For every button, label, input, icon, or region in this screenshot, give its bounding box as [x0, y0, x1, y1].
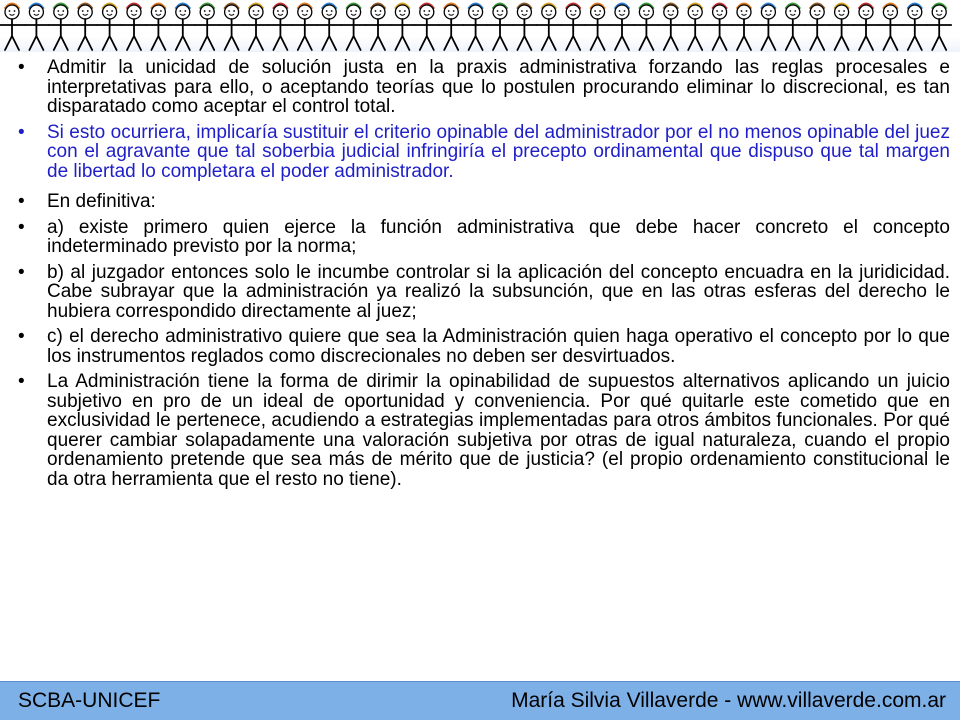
stick-figure — [512, 4, 536, 50]
stick-figure — [439, 4, 463, 50]
stick-figure — [98, 4, 122, 50]
stick-figure — [171, 4, 195, 50]
stick-figure — [683, 4, 707, 50]
stick-figure — [927, 4, 951, 50]
stick-figure — [293, 4, 317, 50]
bullet-3: • En definitiva: — [14, 192, 950, 212]
stick-figure — [0, 4, 24, 50]
stick-figure — [366, 4, 390, 50]
stick-figure — [390, 4, 414, 50]
footer-author-website: María Silvia Villaverde - www.villaverde.com.ar — [511, 689, 946, 712]
footer-organization: SCBA-UNICEF — [18, 689, 161, 712]
stick-figure — [195, 4, 219, 50]
bullet-1: • Admitir la unicidad de solución justa en la praxis administrativa forzando las reglas procesales e interpretativas para ello, o aceptando teorías que lo postulen procurando eliminar lo discrecional, es tan disparatado como aceptar el control total. — [14, 58, 950, 117]
stick-figure — [244, 4, 268, 50]
slide-content — [14, 58, 950, 495]
stick-figure — [586, 4, 610, 50]
stick-figure — [659, 4, 683, 50]
stick-figure — [781, 4, 805, 50]
stick-figure — [903, 4, 927, 50]
stick-figure — [805, 4, 829, 50]
stick-figure — [24, 4, 48, 50]
stick-figure — [708, 4, 732, 50]
stick-figure — [415, 4, 439, 50]
bullet-4: • a) existe primero quien ejerce la función administrativa que debe hacer concreto el concepto indeterminado previsto por la norma; — [14, 218, 950, 257]
stick-figure — [830, 4, 854, 50]
stick-figure — [464, 4, 488, 50]
stick-figure — [146, 4, 170, 50]
stick-figures-decoration — [0, 0, 960, 52]
bullet-6: • c) el derecho administrativo quiere que sea la Administración quien haga operativo el concepto por lo que los instrumentos reglados como discrecionales no deben ser desvirtuados. — [14, 327, 950, 366]
stick-figure — [634, 4, 658, 50]
footer-bar — [0, 681, 960, 720]
stick-figures-banner — [0, 0, 960, 52]
stick-figure — [537, 4, 561, 50]
stick-figure — [73, 4, 97, 50]
bullet-7: • La Administración tiene la forma de dirimir la opinabilidad de supuestos alternativos aplicando un juicio subjetivo en pro de un ideal de oportunidad y conveniencia. Por qué quitarle este cometido que en exclusividad le pertenece, acudiendo a estrategias implementadas para otros ámbitos funcionales. Por qué querer cambiar solapadamente una valoración subjetiva por otras de igual naturaleza, cuando el propio ordenamiento pretende que sea más de mérito que de justicia? (el propio ordenamiento constitucional le da otra herramienta que el resto no tiene). — [14, 372, 950, 489]
stick-figure — [732, 4, 756, 50]
stick-figure — [854, 4, 878, 50]
stick-figure — [220, 4, 244, 50]
stick-figure — [610, 4, 634, 50]
stick-figure — [878, 4, 902, 50]
stick-figure — [49, 4, 73, 50]
stick-figure — [317, 4, 341, 50]
bullet-2: • Si esto ocurriera, implicaría sustituir el criterio opinable del administrador por el no menos opinable del juez con el agravante que tal soberbia judicial infringiría el precepto ordinamental que dispuso que tal margen de libertad lo completara el poder administrador. — [14, 123, 950, 182]
stick-figure — [756, 4, 780, 50]
stick-figure — [488, 4, 512, 50]
stick-figure — [122, 4, 146, 50]
stick-figure — [268, 4, 292, 50]
stick-figure — [561, 4, 585, 50]
stick-figure — [342, 4, 366, 50]
bullet-5: • b) al juzgador entonces solo le incumbe controlar si la aplicación del concepto encuadra en la juridicidad. Cabe subrayar que la administración ya realizó la subsunción, que en las otras esferas del derecho le hubiera correspondido directamente al juez; — [14, 263, 950, 322]
